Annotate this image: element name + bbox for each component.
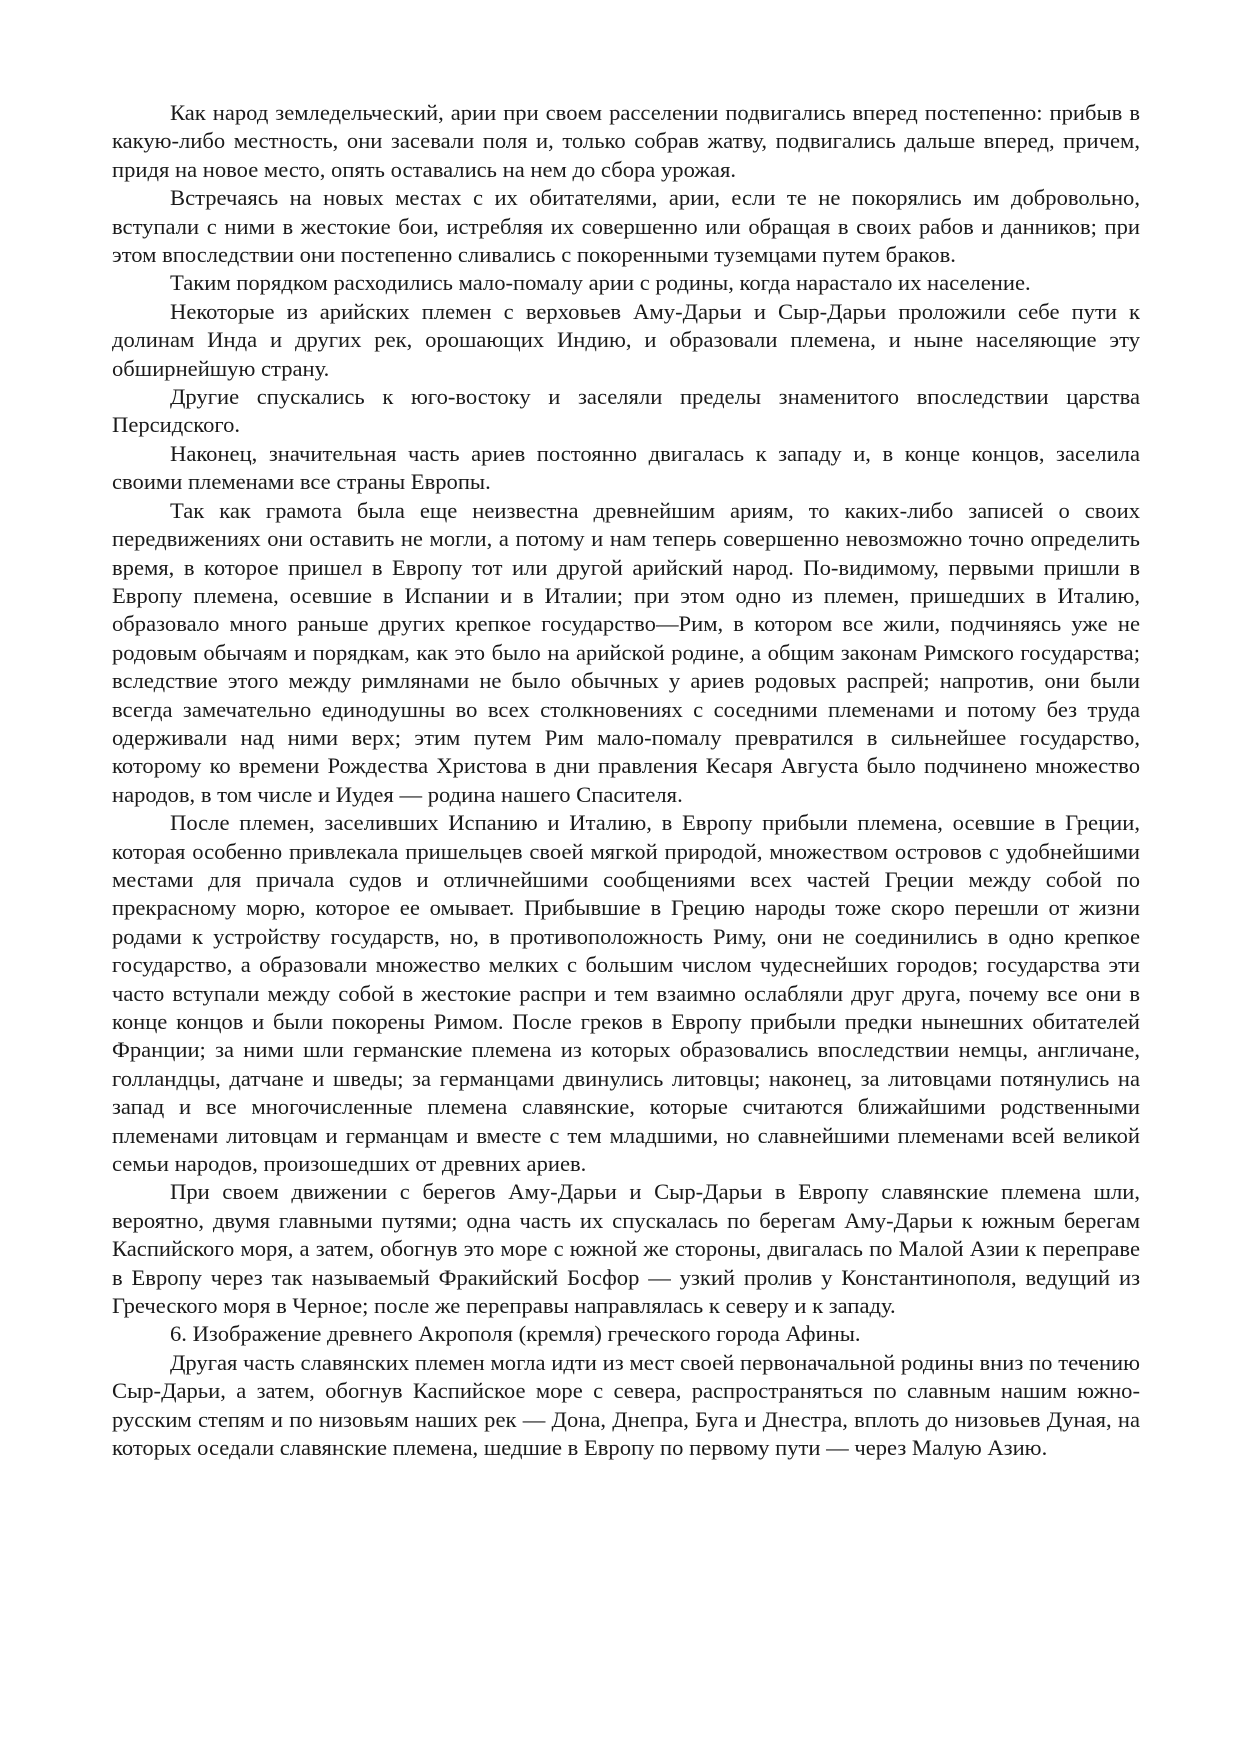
figure-caption: 6. Изображение древнего Акрополя (кремля) греческого города Афины. (170, 1321, 861, 1347)
paragraph-6: Наконец, значительная часть ариев постоянно двигалась к западу и, в конце концов, заселила своими племенами все страны Европы. (112, 440, 1140, 495)
paragraph-8: После племен, заселивших Испанию и Италию, в Европу прибыли племена, осевшие в Греции, которая особенно привлекала пришельцев своей мягкой природой, множеством островов с удобнейшими местами для причала судов и отличнейшими сообщениями всех частей Греции между собой по прекрасному морю, которое ее омывает. Прибывшие в Грецию народы тоже скоро перешли от жизни родами к устройству государств, но, в противоположность Риму, они не соединились в одно крепкое государство, а образовали множество мелких с большим числом чудеснейших городов; государства эти часто вступали между собой в жестокие распри и тем взаимно ослабляли друг друга, почему все они в конце концов и были покорены Римом. После греков в Европу прибыли предки нынешних обитателей Франции; за ними шли германские племена из которых образовались впоследствии немцы, англичане, голландцы, датчане и шведы; за германцами двинулись литовцы; наконец, за литовцами потянулись на запад и все многочисленные племена славянские, которые считаются ближайшими родственными племенами литовцам и германцам и вместе с тем младшими, но славнейшими племенами всей великой семьи народов, произошедших от древних ариев. (112, 810, 1140, 1177)
paragraph-2: Встречаясь на новых местах с их обитателями, арии, если те не покорялись им добровольно, вступали с ними в жестокие бои, истребляя их совершенно или обращая в своих рабов и данников; при этом впоследствии они постепенно сливались с покоренными туземцами путем браков. (112, 185, 1140, 268)
paragraph-9: При своем движении с берегов Аму-Дарьи и Сыр-Дарьи в Европу славянские племена шли, вероятно, двумя главными путями; одна часть их спускалась по берегам Аму-Дарьи к южным берегам Каспийского моря, а затем, обогнув это море с южной же стороны, двигалась по Малой Азии к переправе в Европу через так называемый Фракийский Босфор — узкий пролив у Константинополя, ведущий из Греческого моря в Черное; после же переправы направлялась к северу и к западу. (112, 1179, 1140, 1319)
paragraph-7: Так как грамота была еще неизвестна древнейшим ариям, то каких-либо записей о своих передвижениях они оставить не могли, а потому и нам теперь совершенно невозможно точно определить время, в которое пришел в Европу тот или другой арийский народ. По-видимому, первыми пришли в Европу племена, осевшие в Испании и в Италии; при этом одно из племен, пришедших в Италию, образовало много раньше других крепкое государство—Рим, в котором все жили, подчиняясь уже не родовым обычаям и порядкам, как это было на арийской родине, а общим законам Римского государства; вследствие этого между римлянами не было обычных у ариев родовых распрей; напротив, они были всегда замечательно единодушны во всех столкновениях с соседними племенами и потому без труда одерживали над ними верх; этим путем Рим мало-помалу превратился в сильнейшее государство, которому ко времени Рождества Христова в дни правления Кесаря Августа было подчинено множество народов, в том числе и Иудея — родина нашего Спасителя. (112, 497, 1140, 807)
paragraph-1: Как народ земледельческий, арии при своем расселении подвигались вперед постепенно: прибыв в какую-либо местность, они засевали поля и, только собрав жатву, подвигались дальше вперед, причем, придя на новое место, опять оставались на нем до сбора урожая. (112, 100, 1140, 182)
paragraph-10: Другая часть славянских племен могла идти из мест своей первоначальной родины вниз по течению Сыр-Дарьи, а затем, обогнув Каспийское море с севера, распространяться по славным нашим южно-русским степям и по низовьям наших рек — Дона, Днепра, Буга и Днестра, вплоть до низовьев Дуная, на которых оседали славянские племена, шедшие в Европу по первому пути — через Малую Азию. (112, 1349, 1140, 1461)
paragraph-3: Таким порядком расходились мало-помалу арии с родины, когда нарастало их население. (170, 270, 1031, 296)
document-page (112, 99, 1140, 1463)
paragraph-4: Некоторые из арийских племен с верховьев Аму-Дарьи и Сыр-Дарьи проложили себе пути к долинам Инда и других рек, орошающих Индию, и образовали племена, и ныне населяющие эту обширнейшую страну. (112, 298, 1140, 381)
paragraph-5: Другие спускались к юго-востоку и заселяли пределы знаменитого впоследствии царства Персидского. (112, 384, 1140, 438)
